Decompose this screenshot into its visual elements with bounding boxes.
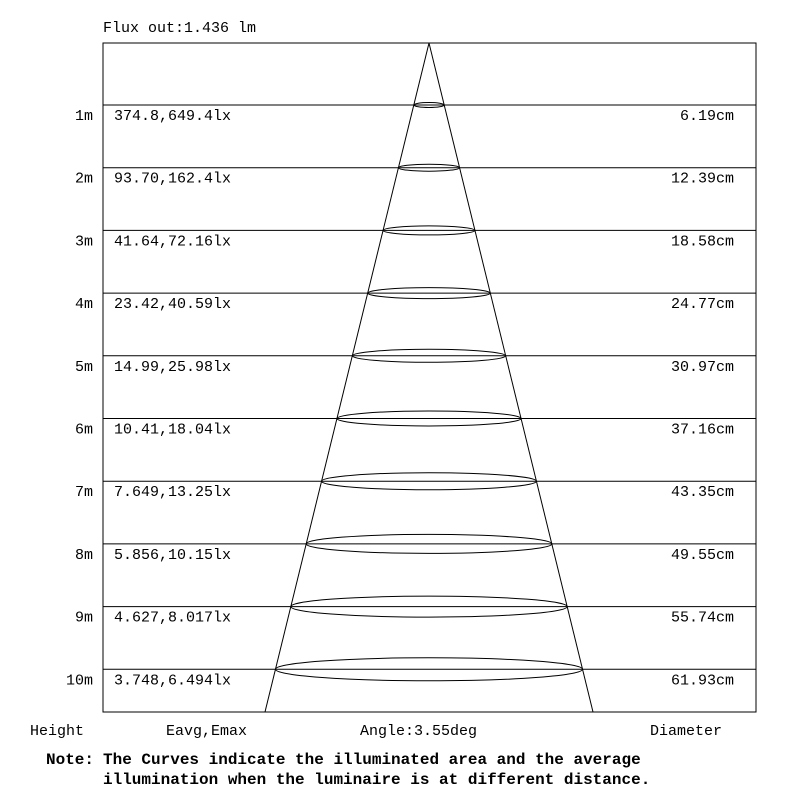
note-line-1: The Curves indicate the illuminated area and the average: [103, 751, 641, 769]
illuminance-column-header: Eavg,Emax: [166, 723, 248, 740]
row-illuminance-value: 93.70,162.4lx: [114, 170, 232, 188]
row-diameter-value: 43.35cm: [670, 484, 734, 502]
row-illuminance-value: 14.99,25.98lx: [114, 358, 232, 376]
flux-label: Flux out:1.436 lm: [103, 20, 257, 37]
cone-left-edge: [265, 43, 429, 712]
row-illuminance-value: 4.627,8.017lx: [114, 609, 232, 627]
row-height-label: 9m: [74, 609, 93, 627]
row-diameter-value: 18.58cm: [670, 233, 734, 251]
row-diameter-value: 61.93cm: [670, 672, 734, 690]
note-line-2: illumination when the luminaire is at different distance.: [103, 771, 651, 789]
diameter-column-header: Diameter: [650, 723, 723, 740]
row-illuminance-value: 374.8,649.4lx: [114, 108, 232, 125]
illumination-ellipses: [275, 103, 582, 681]
row-height-label: 8m: [74, 546, 93, 564]
row-illuminance-value: 23.42,40.59lx: [114, 296, 232, 314]
beam-cone: [265, 43, 593, 712]
cone-right-edge: [429, 43, 593, 712]
note-prefix: Note:: [46, 751, 95, 769]
row-height-label: 5m: [74, 358, 93, 376]
row-illuminance-value: 3.748,6.494lx: [114, 672, 232, 690]
row-diameter-value: 55.74cm: [670, 609, 734, 627]
row-height-label: 1m: [74, 108, 93, 125]
row-height-label: 3m: [74, 233, 93, 251]
row-illuminance-value: 10.41,18.04lx: [114, 421, 232, 439]
row-illuminance-value: 41.64,72.16lx: [114, 233, 232, 251]
row-diameter-value: 49.55cm: [670, 546, 734, 564]
row-height-label: 7m: [74, 484, 93, 502]
height-column-header: Height: [30, 723, 85, 740]
row-height-label: 4m: [74, 296, 93, 314]
row-divider-lines: [103, 105, 756, 669]
angle-label: Angle:3.55deg: [360, 723, 478, 740]
row-diameter-value: 6.19cm: [679, 108, 734, 125]
row-diameter-value: 37.16cm: [670, 421, 734, 439]
distance-rows: [66, 108, 734, 689]
row-diameter-value: 30.97cm: [670, 358, 734, 376]
row-height-label: 10m: [65, 672, 93, 690]
row-height-label: 2m: [74, 170, 93, 188]
row-diameter-value: 12.39cm: [670, 170, 734, 188]
row-diameter-value: 24.77cm: [670, 296, 734, 314]
row-illuminance-value: 5.856,10.15lx: [114, 546, 232, 564]
row-illuminance-value: 7.649,13.25lx: [114, 484, 232, 502]
row-height-label: 6m: [74, 421, 93, 439]
